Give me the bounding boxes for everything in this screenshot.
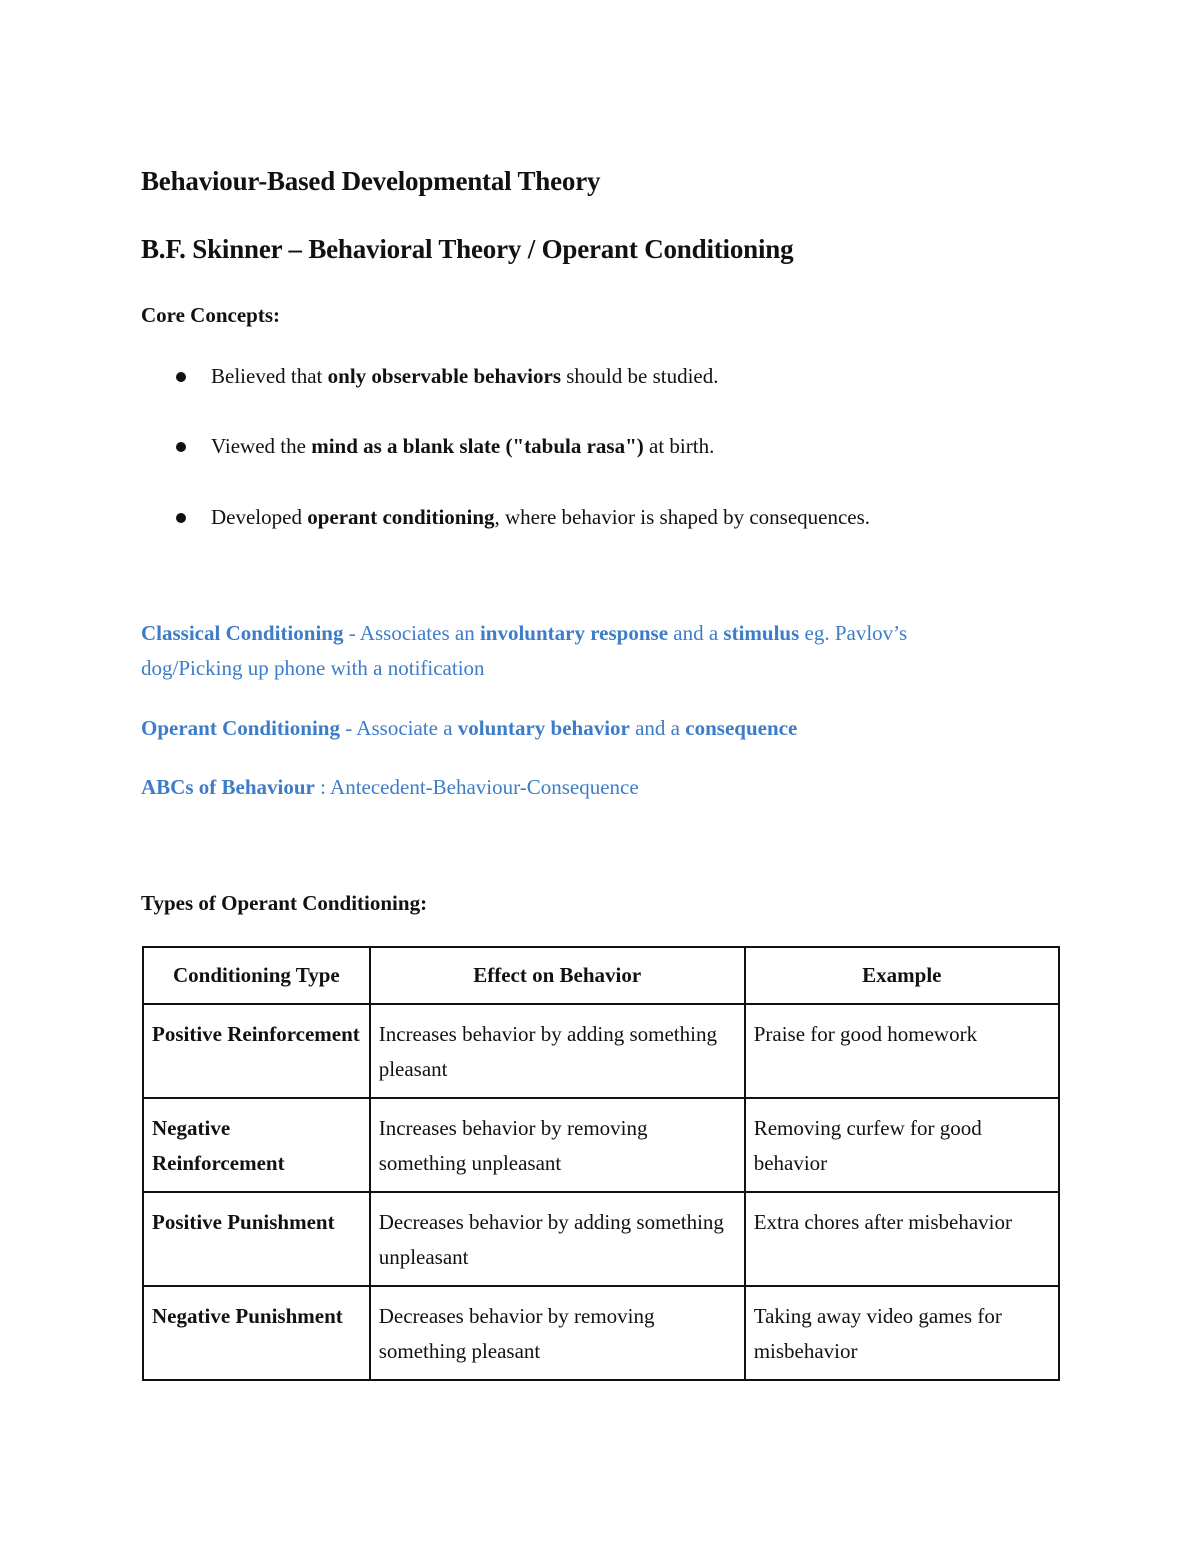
bullet-text: Believed that only observable behaviors should be studied. <box>211 364 719 388</box>
page-title: Behaviour-Based Developmental Theory <box>141 166 601 196</box>
column-header: Effect on Behavior <box>370 947 745 1004</box>
table-header-row <box>143 947 1059 1004</box>
table-cell-example: Removing curfew for good behavior <box>745 1098 1059 1192</box>
column-header: Example <box>745 947 1059 1004</box>
table-cell-effect: Decreases behavior by removing something pleasant <box>370 1286 745 1380</box>
table-cell-example: Extra chores after misbehavior <box>745 1192 1059 1286</box>
table-cell-example: Praise for good homework <box>745 1004 1059 1098</box>
table-row <box>143 1098 1059 1192</box>
types-label: Types of Operant Conditioning: <box>141 891 428 915</box>
core-concepts-label: Core Concepts: <box>141 303 281 327</box>
table-cell-type: Negative Punishment <box>143 1286 370 1380</box>
column-header: Conditioning Type <box>143 947 370 1004</box>
abcs-of-behaviour-definition: ABCs of Behaviour : Antecedent-Behaviour-Consequence <box>141 775 639 799</box>
bullet-text: Developed operant conditioning, where behavior is shaped by consequences. <box>211 505 871 529</box>
table-cell-effect: Increases behavior by removing something unpleasant <box>370 1098 745 1192</box>
table-row <box>143 1286 1059 1380</box>
operant-conditioning-definition: Operant Conditioning - Associate a voluntary behavior and a consequence <box>141 716 798 740</box>
table-row <box>143 1192 1059 1286</box>
bullet-icon <box>176 442 186 452</box>
classical-conditioning-definition: Classical Conditioning - Associates an involuntary response and a stimulus eg. Pavlov’s dog/Picking up phone with a notification <box>141 621 908 680</box>
table-row <box>143 1004 1059 1098</box>
bullet-text: Viewed the mind as a blank slate ("tabula rasa") at birth. <box>211 434 715 458</box>
table-cell-effect: Decreases behavior by adding something unpleasant <box>370 1192 745 1286</box>
table-cell-effect: Increases behavior by adding something pleasant <box>370 1004 745 1098</box>
page-subtitle: B.F. Skinner – Behavioral Theory / Operant Conditioning <box>141 234 794 264</box>
table-cell-type: Positive Punishment <box>143 1192 370 1286</box>
table-cell-type: Negative Reinforcement <box>143 1098 370 1192</box>
operant-conditioning-table <box>142 946 1060 1381</box>
bullet-icon <box>176 372 186 382</box>
table-cell-type: Positive Reinforcement <box>143 1004 370 1098</box>
bullet-icon <box>176 513 186 523</box>
table-cell-example: Taking away video games for misbehavior <box>745 1286 1059 1380</box>
